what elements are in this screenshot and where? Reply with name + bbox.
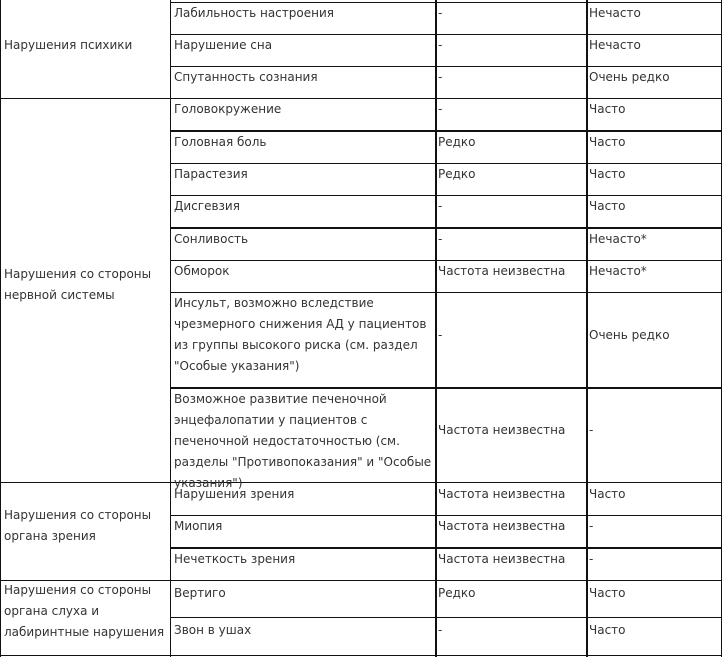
effect-cell: Возможное развитие печеночной энцефалопатии у пациентов с печеночной недостаточностью (см. разделы "Противопоказания" и "Особые указания") (174, 392, 432, 490)
effect-cell: Нечеткость зрения (174, 552, 296, 566)
frequency-cell: - (589, 552, 594, 566)
frequency-cell: - (438, 199, 443, 213)
frequency-cell: Редко (438, 586, 476, 600)
frequency-cell: Часто (589, 135, 626, 149)
frequency-cell: Частота неизвестна (438, 264, 566, 278)
frequency-cell: Частота неизвестна (438, 552, 566, 566)
group-ear (4, 580, 164, 643)
effect-cell: Нарушение сна (174, 38, 273, 52)
effect-cell: Инсульт, возможно вследствие чрезмерного снижения АД у пациентов из группы высокого риска (см. раздел "Особые указания") (174, 296, 427, 373)
frequency-cell: Очень редко (589, 70, 670, 84)
grid-line (170, 195, 722, 196)
frequency-cell: Нечасто* (589, 264, 647, 278)
effect-cell: Дисгевзия (174, 199, 240, 213)
grid-line (0, 655, 722, 656)
group-line: Нарушения со стороны (4, 267, 152, 281)
frequency-cell: Частота неизвестна (438, 487, 566, 501)
frequency-cell: Нечасто (589, 6, 641, 20)
group-line: Нарушения психики (4, 38, 133, 52)
effect-cell: Спутанность сознания (174, 70, 318, 84)
group-psychiatric (4, 35, 132, 56)
frequency-cell: - (438, 623, 443, 637)
effect-cell: Миопия (174, 519, 223, 533)
frequency-cell: Нечасто* (589, 232, 647, 246)
effect-cell: Нарушения зрения (174, 487, 295, 501)
group-line: лабиринтные нарушения (4, 625, 165, 639)
frequency-cell: Редко (438, 167, 476, 181)
frequency-cell: - (438, 102, 443, 116)
frequency-cell: Часто (589, 167, 626, 181)
group-line: нервной системы (4, 288, 115, 302)
effect-cell: Головокружение (174, 102, 282, 116)
frequency-cell: Часто (589, 586, 626, 600)
frequency-cell: - (438, 38, 443, 52)
frequency-cell: - (438, 6, 443, 20)
frequency-cell: - (438, 70, 443, 84)
effect-cell: Сонливость (174, 232, 249, 246)
effect-cell: Головная боль (174, 135, 267, 149)
effect-cell: Вертиго (174, 586, 226, 600)
frequency-cell: Частота неизвестна (438, 423, 566, 437)
frequency-cell: Часто (589, 199, 626, 213)
frequency-cell: Нечасто (589, 38, 641, 52)
frequency-cell: - (589, 519, 594, 533)
frequency-cell: - (438, 232, 443, 246)
group-line: Нарушения со стороны (4, 508, 152, 522)
frequency-cell: Часто (589, 623, 626, 637)
grid-line (170, 617, 722, 618)
group-line: Нарушения со стороны (4, 583, 152, 597)
frequency-cell: Очень редко (589, 328, 670, 342)
group-nervous-system (4, 264, 151, 306)
group-line: органа слуха и (4, 604, 100, 618)
effect-cell: Звон в ушах (174, 623, 252, 637)
frequency-cell: - (589, 423, 594, 437)
effect-cell: Лабильность настроения (174, 6, 334, 20)
group-line: органа зрения (4, 529, 96, 543)
effect-cell: Обморок (174, 264, 230, 278)
frequency-cell: Часто (589, 102, 626, 116)
frequency-cell: Частота неизвестна (438, 519, 566, 533)
effect-cell: Парастезия (174, 167, 248, 181)
frequency-cell: - (438, 328, 443, 342)
group-eye (4, 505, 151, 547)
frequency-cell: Часто (589, 487, 626, 501)
frequency-cell: Редко (438, 135, 476, 149)
